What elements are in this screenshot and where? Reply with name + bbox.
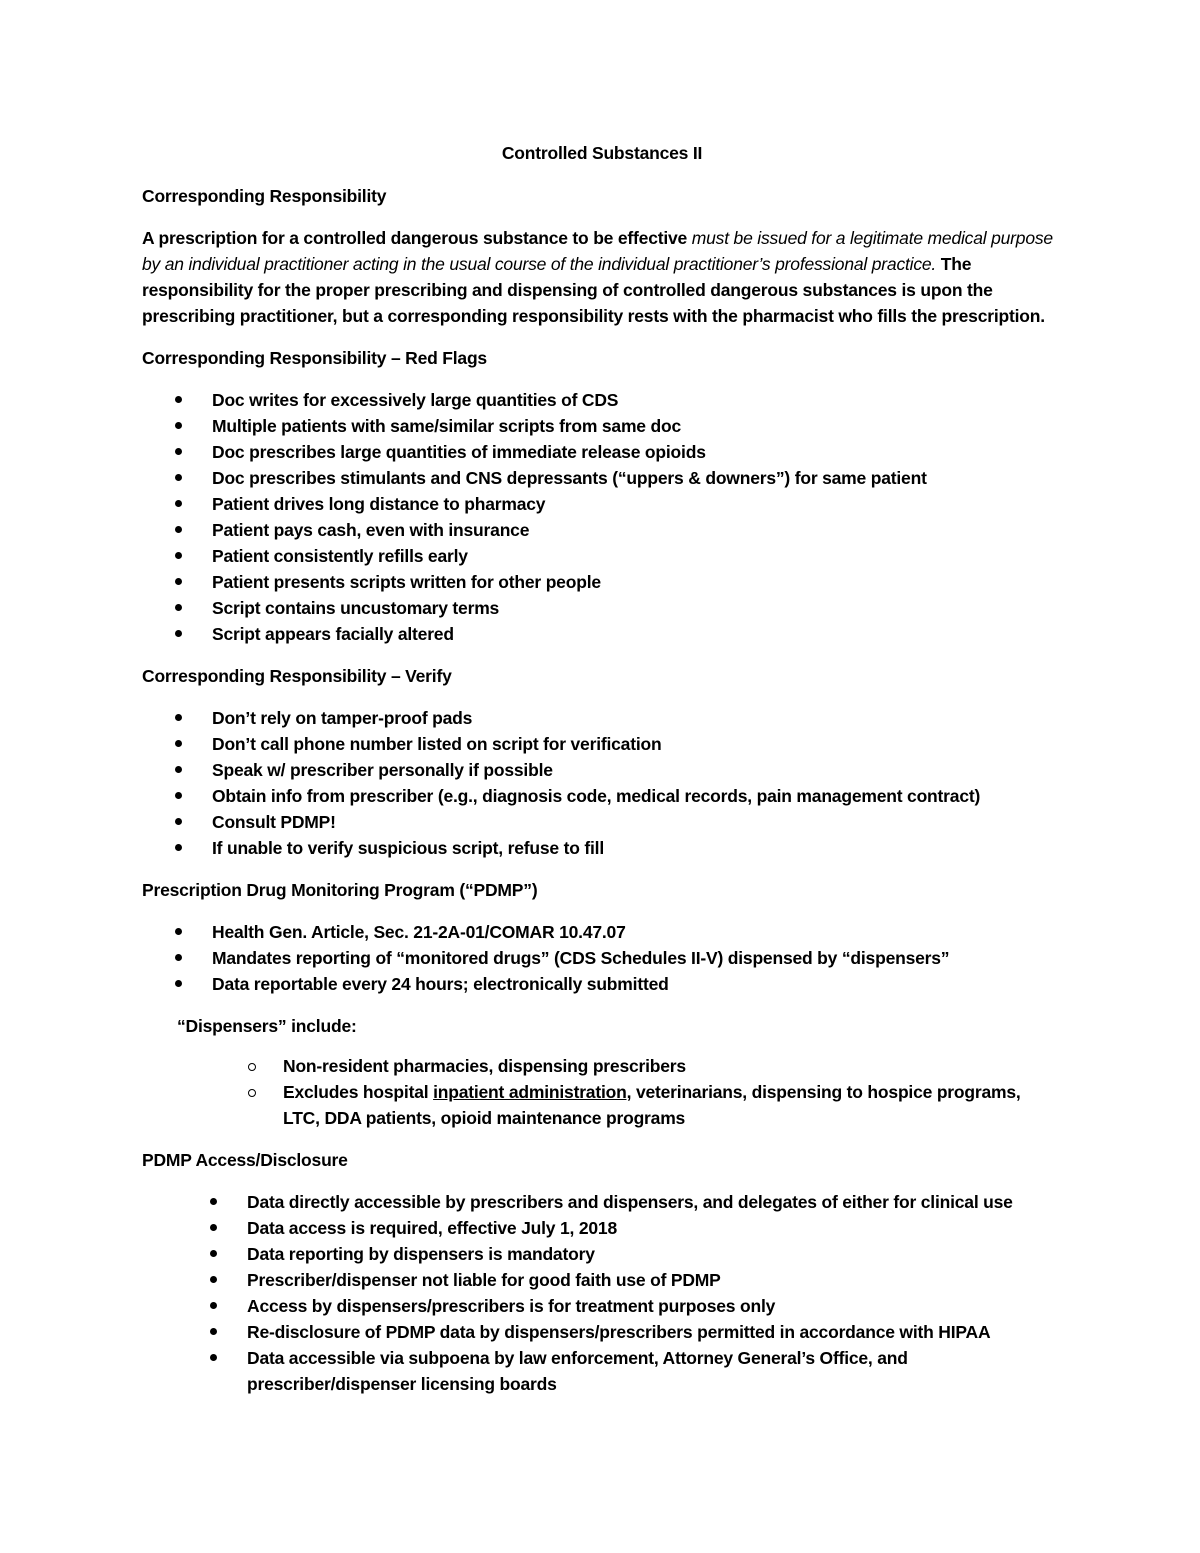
list-item <box>142 919 1062 945</box>
list-item <box>142 517 1062 543</box>
bullet-icon <box>210 1276 217 1283</box>
list-item <box>142 809 1062 835</box>
sublist-item <box>142 1053 1062 1079</box>
list-item <box>142 1319 1062 1345</box>
section-heading-corresponding-responsibility: Corresponding Responsibility <box>142 186 387 206</box>
section-heading-red-flags: Corresponding Responsibility – Red Flags <box>142 348 487 368</box>
section-heading-verify: Corresponding Responsibility – Verify <box>142 666 452 686</box>
bullet-icon <box>175 500 182 507</box>
list-item-text: Consult PDMP! <box>212 812 336 832</box>
bullet-icon <box>175 552 182 559</box>
list-item <box>142 757 1062 783</box>
access-list <box>142 1189 1062 1397</box>
paragraph-text-b: The responsibility for the proper prescribing and dispensing of controlled dangerous substances is upon the prescribing practitioner, but a corresponding responsibility rests with the pharmacist who fills the prescription. <box>142 254 1045 326</box>
verify-list <box>142 705 1062 861</box>
list-item-text: Data reportable every 24 hours; electronically submitted <box>212 974 669 994</box>
dispensers-sublist <box>142 1053 1062 1131</box>
list-item <box>142 491 1062 517</box>
list-item-text: Don’t call phone number listed on script for verification <box>212 734 662 754</box>
list-item-text: Health Gen. Article, Sec. 21-2A-01/COMAR 10.47.07 <box>212 922 626 942</box>
list-item <box>142 439 1062 465</box>
list-item-text: Prescriber/dispenser not liable for good faith use of PDMP <box>247 1270 721 1290</box>
list-item <box>142 621 1062 647</box>
list-item <box>142 569 1062 595</box>
list-item <box>142 1241 1062 1267</box>
paragraph-text-italic: must be issued for a legitimate medical purpose by an individual practitioner acting in the usual course of the individual practitioner’s professional practice. <box>142 228 1053 274</box>
list-item <box>142 1215 1062 1241</box>
list-item <box>142 1267 1062 1293</box>
bullet-icon <box>210 1328 217 1335</box>
bullet-icon <box>175 578 182 585</box>
list-item-text: Access by dispensers/prescribers is for treatment purposes only <box>247 1296 776 1316</box>
bullet-icon <box>210 1250 217 1257</box>
list-item-text: Re-disclosure of PDMP data by dispensers/prescribers permitted in accordance with HIPAA <box>247 1322 991 1342</box>
bullet-icon <box>175 766 182 773</box>
list-item-text: Data accessible via subpoena by law enforcement, Attorney General’s Office, and prescriber/dispenser licensing boards <box>247 1348 908 1394</box>
list-item-text: Patient drives long distance to pharmacy <box>212 494 546 514</box>
bullet-icon <box>210 1224 217 1231</box>
list-item-text: Script contains uncustomary terms <box>212 598 500 618</box>
list-item <box>142 945 1062 971</box>
list-item-text: If unable to verify suspicious script, refuse to fill <box>212 838 604 858</box>
list-item-text: Script appears facially altered <box>212 624 454 644</box>
sublist-item-text-post: veterinarians, dispensing to hospice programs, LTC, DDA patients, opioid maintenance programs <box>283 1082 1021 1128</box>
list-item-text: Data directly accessible by prescribers and dispensers, and delegates of either for clinical use <box>247 1192 1013 1212</box>
list-item-text: Mandates reporting of “monitored drugs” (CDS Schedules II-V) dispensed by “dispensers” <box>212 948 950 968</box>
bullet-icon <box>175 604 182 611</box>
bullet-icon <box>210 1302 217 1309</box>
bullet-icon <box>175 980 182 987</box>
list-item-text: Multiple patients with same/similar scripts from same doc <box>212 416 682 436</box>
list-item-text: Obtain info from prescriber (e.g., diagnosis code, medical records, pain management contract) <box>212 786 981 806</box>
list-item <box>142 595 1062 621</box>
list-item <box>142 1345 1062 1397</box>
list-item <box>142 1189 1062 1215</box>
page-title: Controlled Substances II <box>501 143 703 163</box>
list-item-text: Data reporting by dispensers is mandatory <box>247 1244 595 1264</box>
bullet-icon <box>175 818 182 825</box>
section-heading-pdmp-access: PDMP Access/Disclosure <box>142 1150 348 1170</box>
list-item <box>142 971 1062 997</box>
paragraph-text-a: A prescription for a controlled dangerous substance to be effective <box>142 228 692 248</box>
list-item-text: Speak w/ prescriber personally if possible <box>212 760 553 780</box>
list-item <box>142 543 1062 569</box>
list-item-text: Don’t rely on tamper-proof pads <box>212 708 473 728</box>
bullet-icon <box>175 740 182 747</box>
list-item-text: Patient consistently refills early <box>212 546 468 566</box>
section-heading-pdmp: Prescription Drug Monitoring Program (“PDMP”) <box>142 880 538 900</box>
circle-bullet-icon <box>248 1063 256 1071</box>
bullet-icon <box>175 422 182 429</box>
sublist-item-text-pre: Excludes hospital <box>283 1082 434 1102</box>
sublist-item <box>142 1079 1062 1131</box>
list-item <box>142 835 1062 861</box>
circle-bullet-icon <box>248 1089 256 1097</box>
bullet-icon <box>175 448 182 455</box>
bullet-icon <box>175 630 182 637</box>
list-item-text: Data access is required, effective July 1, 2018 <box>247 1218 617 1238</box>
list-item <box>142 413 1062 439</box>
bullet-icon <box>175 474 182 481</box>
list-item-text: Doc prescribes stimulants and CNS depressants (“uppers & downers”) for same patient <box>212 468 927 488</box>
bullet-icon <box>175 526 182 533</box>
bullet-icon <box>210 1198 217 1205</box>
document-page <box>142 140 1062 1413</box>
bullet-icon <box>175 396 182 403</box>
list-item <box>142 705 1062 731</box>
sublist-item-text: Non-resident pharmacies, dispensing prescribers <box>283 1056 686 1076</box>
bullet-icon <box>210 1354 217 1361</box>
dispensers-intro: “Dispensers” include: <box>177 1016 357 1036</box>
red-flags-list <box>142 387 1062 647</box>
list-item <box>142 1293 1062 1319</box>
list-item <box>142 465 1062 491</box>
list-item-text: Patient pays cash, even with insurance <box>212 520 530 540</box>
list-item <box>142 783 1062 809</box>
bullet-icon <box>175 714 182 721</box>
list-item-text: Doc prescribes large quantities of immediate release opioids <box>212 442 706 462</box>
corresponding-responsibility-paragraph <box>142 225 1062 329</box>
pdmp-list <box>142 919 1062 997</box>
bullet-icon <box>175 928 182 935</box>
underlined-text: inpatient administration, <box>433 1082 632 1102</box>
bullet-icon <box>175 954 182 961</box>
list-item-text: Patient presents scripts written for other people <box>212 572 601 592</box>
bullet-icon <box>175 844 182 851</box>
list-item <box>142 387 1062 413</box>
list-item-text: Doc writes for excessively large quantities of CDS <box>212 390 619 410</box>
list-item <box>142 731 1062 757</box>
bullet-icon <box>175 792 182 799</box>
